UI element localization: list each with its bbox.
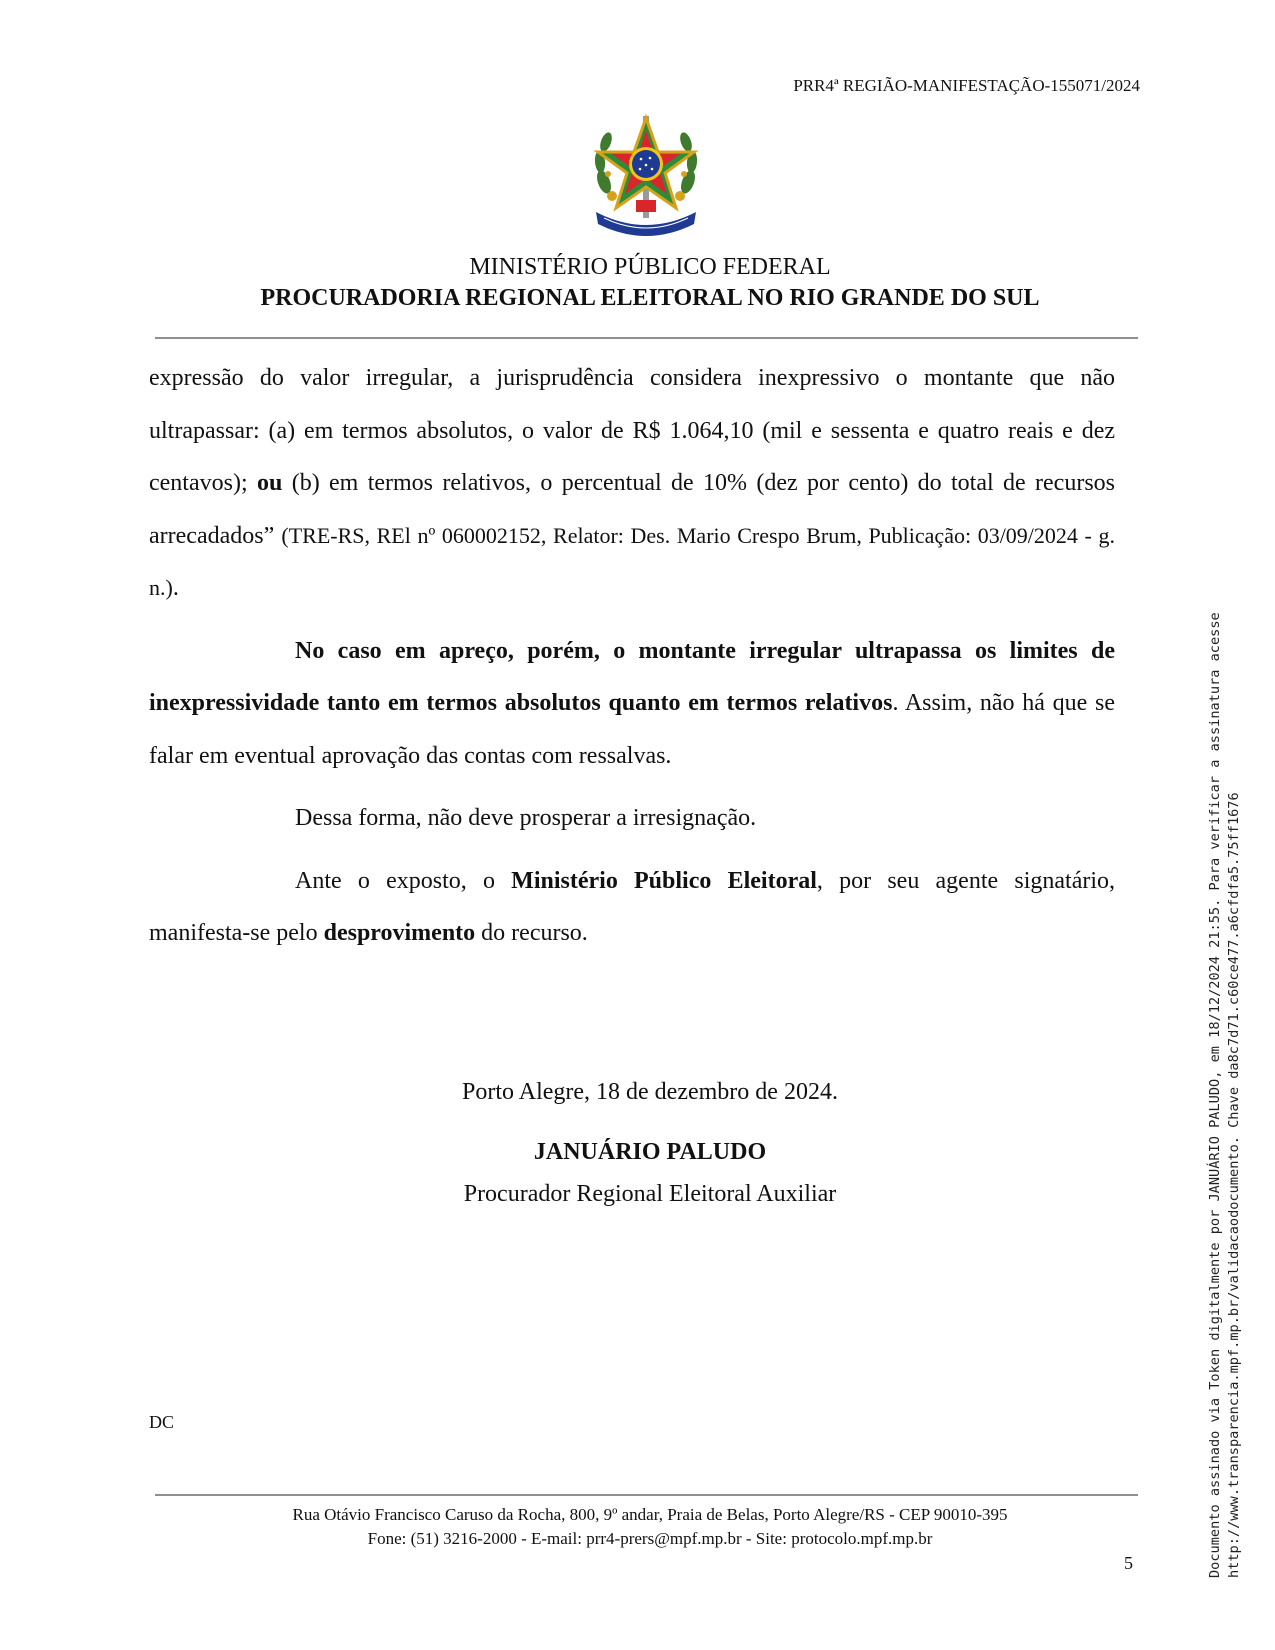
page-number: 5 <box>1124 1553 1133 1573</box>
document-body <box>149 352 1115 960</box>
footer-address: Rua Otávio Francisco Caruso da Rocha, 800, 9º andar, Praia de Belas, Porto Alegre/RS - CEP 90010-395 <box>292 1505 1008 1524</box>
org-name: MINISTÉRIO PÚBLICO FEDERAL <box>469 254 831 280</box>
footer-contact: Fone: (51) 3216-2000 - E-mail: prr4-prers@mpf.mp.br - Site: protocolo.mpf.mp.br <box>367 1529 933 1548</box>
header-divider <box>155 337 1138 339</box>
stamp-line-1: Documento assinado via Token digitalmente por JANUÁRIO PALUDO, em 18/12/2024 21:55. Para verificar a assinatura acesse <box>1207 612 1223 1578</box>
paragraph-3: Dessa forma, não deve prosperar a irresignação. <box>295 805 757 831</box>
org-department: PROCURADORIA REGIONAL ELEITORAL NO RIO GRANDE DO SUL <box>260 285 1040 311</box>
organization-header <box>100 252 1200 314</box>
stamp-line-2: http://www.transparencia.mpf.mp.br/validacaodocumento. Chave da8c7d71.c60ce477.a6cfdfa5.75ff1676 <box>1226 792 1242 1578</box>
place-date: Porto Alegre, 18 de dezembro de 2024. <box>462 1079 838 1105</box>
author-initials: DC <box>149 1412 175 1432</box>
citation: (TRE-RS, REl nº 060002152, Relator: Des. Mario Crespo Brum, Publicação: 03/09/2024 - g. n.) <box>149 522 1115 600</box>
brazil-coat-of-arms-icon <box>590 112 702 238</box>
signature-verification-stamp <box>1206 378 1244 1578</box>
signer-name: JANUÁRIO PALUDO <box>533 1139 767 1165</box>
paragraph-1: expressão do valor irregular, a jurisprudência considera inexpressivo o montante que não ultrapassar: (a) em termos absolutos, o valor de R$ 1.064,10 (mil e sessenta e quatro reais e dez centavos); ou (b) em termos relativos, o percentual de 10% (dez por cento) do total de recursos arrecadados” (TRE-RS, REl nº 060002152, Relator: Des. Mario Crespo Brum, Publicação: 03/09/2024 - g. n.). <box>149 365 1115 601</box>
paragraph-2: No caso em apreço, porém, o montante irregular ultrapassa os limites de inexpressividade tanto em termos absolutos quanto em termos relativos. Assim, não há que se falar em eventual aprovação das contas com ressalvas. <box>149 637 1115 769</box>
footer-divider <box>155 1494 1138 1496</box>
footer <box>100 1503 1200 1551</box>
signer-role: Procurador Regional Eleitoral Auxiliar <box>463 1181 837 1207</box>
signature-block <box>100 1077 1200 1209</box>
document-id: PRR4ª REGIÃO-MANIFESTAÇÃO-155071/2024 <box>793 76 1140 95</box>
paragraph-4: Ante o exposto, o Ministério Público Eleitoral, por seu agente signatário, manifesta-se pelo desprovimento do recurso. <box>149 867 1116 946</box>
